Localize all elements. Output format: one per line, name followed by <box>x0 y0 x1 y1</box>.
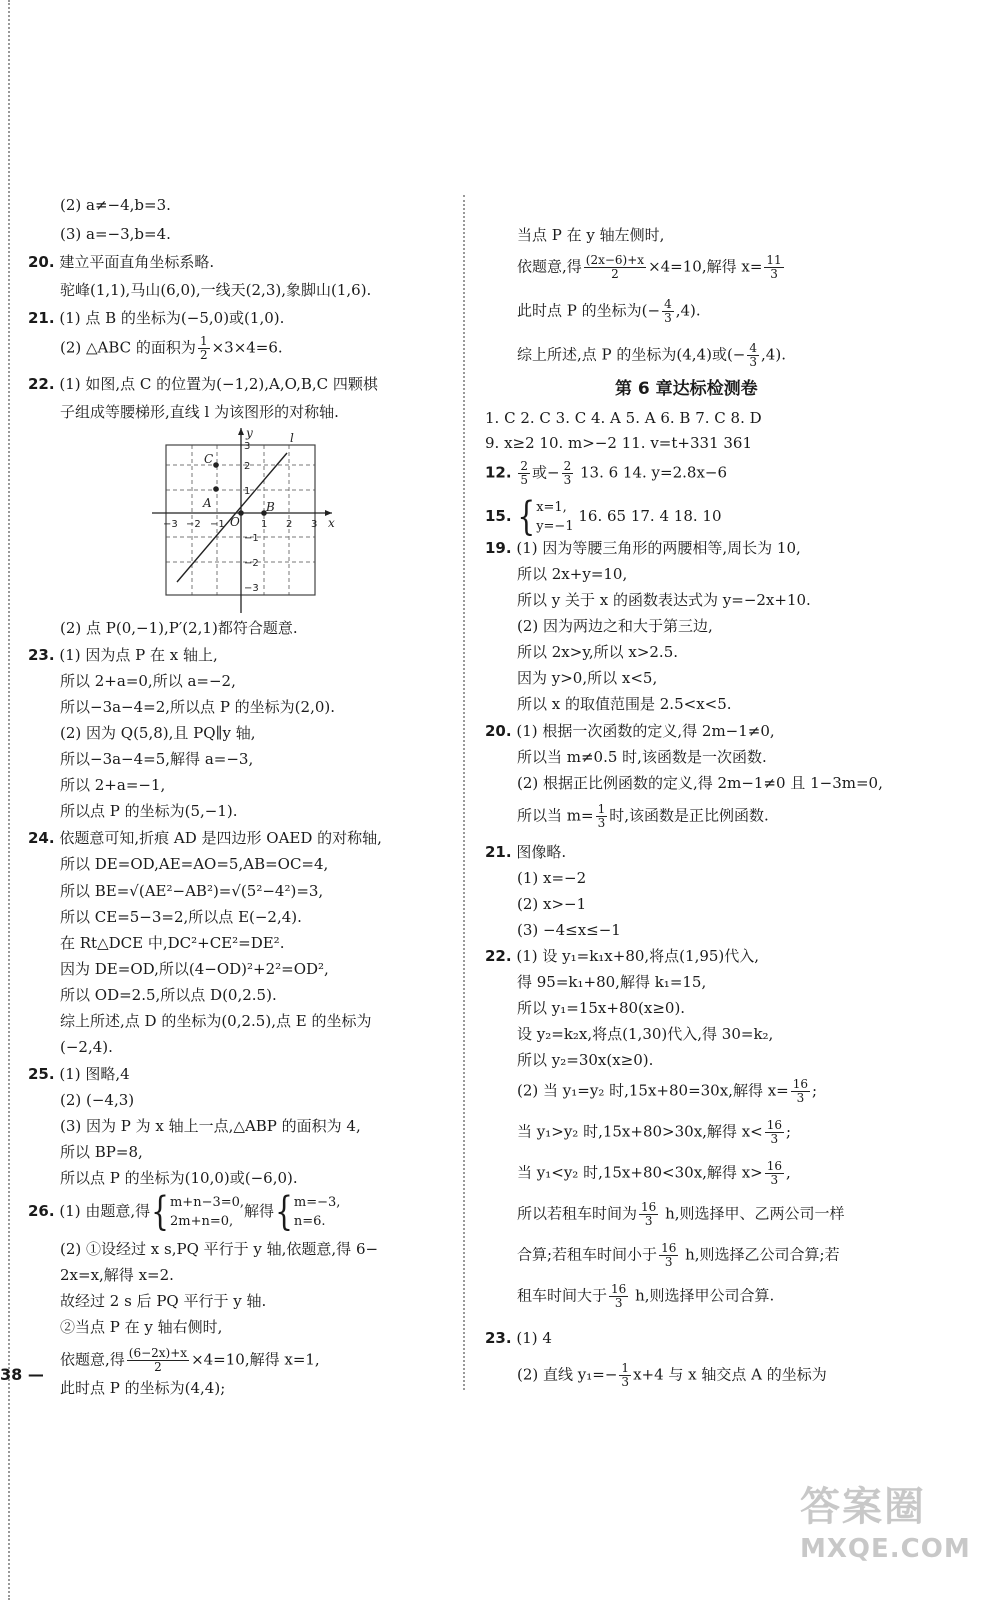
text: ,4). <box>761 345 786 364</box>
numerator: 16 <box>792 1077 809 1091</box>
text: ; <box>786 1122 792 1141</box>
text: ; <box>812 1081 818 1100</box>
line: (1) 因为点 P 在 x 轴上, <box>59 646 218 664</box>
line: 所以 BP=8, <box>60 1143 143 1161</box>
denominator: 3 <box>597 816 606 830</box>
line: (1) 图略,4 <box>59 1065 130 1083</box>
question-number: 22. <box>28 375 55 393</box>
line: 图像略. <box>516 843 567 861</box>
question-20 <box>28 252 214 273</box>
equation-system <box>536 498 573 536</box>
point-a-label: A <box>203 496 212 510</box>
question-22 <box>485 946 759 967</box>
x-tick-label: 3 <box>311 519 318 530</box>
numerator: 11 <box>766 253 782 267</box>
text: ,4). <box>675 301 701 320</box>
equation-system <box>170 1193 244 1231</box>
fraction <box>619 1362 631 1389</box>
line: 设 y₂=k₂x,将点(1,30)代入,得 30=k₂, <box>517 1025 774 1043</box>
fraction <box>764 254 783 281</box>
question-23 <box>485 1328 552 1349</box>
line <box>517 1160 791 1187</box>
text: 16. 65 17. 4 18. 10 <box>573 507 722 525</box>
line: (1) 因为等腰三角形的两腰相等,周长为 10, <box>516 539 801 557</box>
question-23 <box>28 645 218 666</box>
question-number: 19. <box>485 539 512 557</box>
question-number: 21. <box>485 843 512 861</box>
numerator: 16 <box>766 1118 783 1132</box>
text: 13. 6 14. y=2.8x−6 <box>575 463 728 482</box>
fraction <box>518 460 530 487</box>
fraction <box>596 803 608 830</box>
line: (1) 点 B 的坐标为(−5,0)或(1,0). <box>59 309 285 327</box>
numerator: 16 <box>641 1200 657 1214</box>
solution-system <box>294 1193 341 1231</box>
watermark <box>800 1475 990 1595</box>
point-c-label: C <box>204 452 214 466</box>
question-number: 20. <box>485 722 512 740</box>
fraction <box>127 1347 189 1374</box>
text: 租车时间大于 <box>517 1286 608 1305</box>
page-dash: — <box>27 1365 44 1384</box>
text: ×3×4=6. <box>211 338 283 357</box>
line <box>517 1078 817 1105</box>
fraction <box>562 460 574 487</box>
fraction <box>662 298 674 325</box>
line: 建立平面直角坐标系略. <box>59 253 215 271</box>
line: (−2,4). <box>60 1038 113 1056</box>
fraction <box>198 335 210 362</box>
line: 综上所述,点 D 的坐标为(0,2.5),点 E 的坐标为 <box>60 1012 372 1030</box>
line: 所以点 P 的坐标为(10,0)或(−6,0). <box>60 1169 298 1187</box>
line: 所以 CE=5−3=2,所以点 E(−2,4). <box>60 908 302 926</box>
x-axis-label: x <box>328 516 335 530</box>
page-number <box>0 1365 44 1384</box>
denominator: 5 <box>520 473 528 487</box>
line: 在 Rt△DCE 中,DC²+CE²=DE². <box>60 934 285 952</box>
line: 因为 y>0,所以 x<5, <box>517 669 658 687</box>
line: (2) 点 P(0,−1),P′(2,1)都符合题意. <box>60 619 298 637</box>
line <box>517 342 786 369</box>
text: 依题意,得 <box>517 257 582 276</box>
line: (2) 因为 Q(5,8),且 PQ∥y 轴, <box>60 724 256 742</box>
answers-row: 9. x≥2 10. m>−2 11. v=t+331 361 <box>485 434 753 452</box>
section-title: 第 6 章达标检测卷 <box>615 379 758 399</box>
text: 或− <box>532 463 560 482</box>
line-label: l <box>290 431 294 445</box>
point-a <box>213 486 219 492</box>
denominator: 3 <box>770 1132 779 1146</box>
denominator: 3 <box>563 473 572 487</box>
brace: { <box>517 493 536 540</box>
numerator: (6−2x)+x <box>128 1346 188 1360</box>
line: 所以点 P 的坐标为(5,−1). <box>60 802 238 820</box>
text: 当 y₁>y₂ 时,15x+80>30x,解得 x< <box>517 1122 763 1141</box>
line: 所以 2+a=−1, <box>60 776 166 794</box>
y-tick-label: −2 <box>244 558 259 569</box>
line: (2) x>−1 <box>517 895 587 913</box>
text: 时,该函数是正比例函数. <box>609 806 769 825</box>
text: 此时点 P 的坐标为(− <box>517 301 661 320</box>
fraction <box>791 1078 810 1105</box>
denominator: 2 <box>611 267 619 281</box>
line: 驼峰(1,1),马山(6,0),一线天(2,3),象脚山(1,6). <box>60 281 372 299</box>
equation: x=1, <box>536 500 567 515</box>
text: 所以若租车时间为 <box>517 1204 638 1223</box>
denominator: 3 <box>770 1173 779 1187</box>
line: 所以 x 的取值范围是 2.5<x<5. <box>517 695 732 713</box>
denominator: 3 <box>770 267 778 281</box>
question-number: 25. <box>28 1065 55 1083</box>
equation: m+n−3=0, <box>169 1195 245 1210</box>
question-number: 12. <box>485 463 512 482</box>
text: 所以当 m= <box>517 806 594 825</box>
line: (2) (−4,3) <box>60 1091 135 1109</box>
line: (1) 如图,点 C 的位置为(−1,2),A,O,B,C 四颗棋 <box>59 375 378 393</box>
text: 依题意,得 <box>60 1350 125 1369</box>
text: 解得 <box>244 1202 275 1220</box>
answers-row: 1. C 2. C 3. C 4. A 5. A 6. B 7. C 8. D <box>485 409 762 427</box>
line: 所以 y₁=15x+80(x≥0). <box>517 999 686 1017</box>
line: 所以 BE=√(AE²−AB²)=√(5²−4²)=3, <box>60 882 324 900</box>
line: (1) x=−2 <box>517 869 587 887</box>
line: 子组成等腰梯形,直线 l 为该图形的对称轴. <box>60 403 339 421</box>
line: (3) −4≤x≤−1 <box>517 921 621 939</box>
denominator: 3 <box>796 1091 805 1105</box>
line: (2) ①设经过 x s,PQ 平行于 y 轴,依题意,得 6− <box>60 1240 379 1258</box>
question-21 <box>485 842 566 863</box>
question-number: 23. <box>28 646 55 664</box>
line <box>60 335 283 362</box>
line <box>517 1242 840 1269</box>
fraction <box>765 1160 784 1187</box>
text: (2) △ABC 的面积为 <box>60 338 196 357</box>
line: (3) a=−3,b=4. <box>60 225 171 243</box>
denominator: 3 <box>664 1255 673 1269</box>
question-24 <box>28 828 382 849</box>
numerator: (2x−6)+x <box>585 253 645 267</box>
fraction <box>639 1201 658 1228</box>
question-20 <box>485 721 775 742</box>
question-number: 24. <box>28 829 55 847</box>
numerator: 16 <box>661 1241 677 1255</box>
line: 所以 y 关于 x 的函数表达式为 y=−2x+10. <box>517 591 811 609</box>
line: 故经过 2 s 后 PQ 平行于 y 轴. <box>60 1292 267 1310</box>
y-tick-label: 2 <box>244 461 251 472</box>
question-number: 15. <box>485 507 512 525</box>
line: (2) a≠−4,b=3. <box>60 196 171 214</box>
numerator: 2 <box>520 459 528 473</box>
question-19 <box>485 538 801 559</box>
denominator: 3 <box>644 1214 653 1228</box>
line: 所以 2x+y=10, <box>517 565 628 583</box>
numerator: 1 <box>199 334 208 348</box>
line: 得 95=k₁+80,解得 k₁=15, <box>517 973 707 991</box>
y-tick-label: −3 <box>244 583 259 594</box>
line: 所以 DE=OD,AE=AO=5,AB=OC=4, <box>60 855 329 873</box>
answers-row <box>485 493 722 540</box>
question-number: 21. <box>28 309 55 327</box>
text: (2) 直线 y₁=− <box>517 1365 618 1384</box>
numerator: 16 <box>611 1282 627 1296</box>
fraction <box>609 1283 628 1310</box>
text: (2) 当 y₁=y₂ 时,15x+80=30x,解得 x= <box>517 1081 789 1100</box>
line <box>517 1119 791 1146</box>
text: 合算;若租车时间小于 <box>517 1245 658 1264</box>
text: ×4=10,解得 x=1, <box>191 1350 320 1369</box>
equation: n=6. <box>293 1214 326 1229</box>
question-26 <box>28 1188 341 1235</box>
numerator: 4 <box>664 297 672 311</box>
numerator: 4 <box>749 341 758 355</box>
fraction <box>584 254 646 281</box>
page-number-text: 38 <box>0 1365 23 1384</box>
text: x+4 与 x 轴交点 A 的坐标为 <box>633 1365 827 1384</box>
equation: m=−3, <box>293 1195 341 1210</box>
denominator: 2 <box>154 1360 162 1374</box>
y-tick-label: −1 <box>244 533 259 544</box>
point-o-label: O <box>230 515 240 529</box>
line: (2) 因为两边之和大于第三边, <box>517 617 713 635</box>
question-25 <box>28 1064 130 1085</box>
text: , <box>786 1163 791 1182</box>
text: ×4=10,解得 x= <box>648 257 763 276</box>
text: h,则选择甲、乙两公司一样 <box>660 1204 845 1223</box>
watermark-url: MXQE.COM <box>800 1534 971 1564</box>
left-margin-dots <box>8 0 10 1600</box>
question-number: 20. <box>28 253 55 271</box>
line: 所以当 m≠0.5 时,该函数是一次函数. <box>517 748 767 766</box>
line: (3) 因为 P 为 x 轴上一点,△ABP 的面积为 4, <box>60 1117 361 1135</box>
line <box>517 1283 774 1310</box>
line: ②当点 P 在 y 轴右侧时, <box>60 1318 223 1336</box>
denominator: 3 <box>614 1296 623 1310</box>
numerator: 16 <box>766 1159 783 1173</box>
text: (1) 由题意,得 <box>59 1202 151 1220</box>
x-tick-label: 2 <box>286 519 293 530</box>
watermark-logo-text: 答案圈 <box>800 1484 926 1530</box>
line <box>517 298 701 325</box>
x-tick-label: −2 <box>186 519 201 530</box>
column-divider <box>463 195 465 1390</box>
line: 当点 P 在 y 轴左侧时, <box>517 226 665 244</box>
answers-row <box>485 460 727 487</box>
fraction <box>659 1242 678 1269</box>
line <box>517 1201 845 1228</box>
equation: y=−1 <box>536 519 574 534</box>
x-tick-label: 1 <box>261 519 268 530</box>
line: 2x=x,解得 x=2. <box>60 1266 174 1284</box>
denominator: 2 <box>199 348 208 362</box>
line: 所以−3a−4=5,解得 a=−3, <box>60 750 254 768</box>
y-tick-label: 3 <box>244 441 251 452</box>
numerator: 1 <box>621 1361 630 1375</box>
numerator: 1 <box>597 802 606 816</box>
question-21 <box>28 308 284 329</box>
denominator: 3 <box>664 311 672 325</box>
question-22 <box>28 374 378 395</box>
brace: { <box>151 1188 169 1235</box>
coordinate-graph <box>152 425 342 615</box>
denominator: 3 <box>749 355 758 369</box>
question-number: 23. <box>485 1329 512 1347</box>
line <box>517 803 769 830</box>
line: (1) 4 <box>516 1329 552 1347</box>
line: 所以 2+a=0,所以 a=−2, <box>60 672 236 690</box>
numerator: 2 <box>563 459 572 473</box>
x-tick-label: −1 <box>210 519 225 530</box>
x-tick-label: −3 <box>163 519 178 530</box>
fraction <box>765 1119 784 1146</box>
line: (1) 设 y₁=k₁x+80,将点(1,95)代入, <box>516 947 760 965</box>
line: 所以 y₂=30x(x≥0). <box>517 1051 654 1069</box>
line: 所以 2x>y,所以 x>2.5. <box>517 643 679 661</box>
line <box>517 1362 827 1389</box>
line <box>517 254 786 281</box>
line: 因为 DE=OD,所以(4−OD)²+2²=OD², <box>60 960 329 978</box>
question-number: 22. <box>485 947 512 965</box>
fraction <box>747 342 759 369</box>
brace: { <box>275 1188 293 1235</box>
point-c <box>213 462 219 468</box>
denominator: 3 <box>621 1375 630 1389</box>
line: 所以−3a−4=2,所以点 P 的坐标为(2,0). <box>60 698 336 716</box>
line: 依题意可知,折痕 AD 是四边形 OAED 的对称轴, <box>59 829 382 847</box>
line: 所以 OD=2.5,所以点 D(0,2.5). <box>60 986 277 1004</box>
line <box>60 1347 320 1374</box>
text: 当 y₁<y₂ 时,15x+80<30x,解得 x> <box>517 1163 763 1182</box>
line: 此时点 P 的坐标为(4,4); <box>60 1379 226 1397</box>
question-number: 26. <box>28 1202 55 1220</box>
text: h,则选择甲公司合算. <box>630 1286 775 1305</box>
point-b-label: B <box>266 500 275 514</box>
text: 综上所述,点 P 的坐标为(4,4)或(− <box>517 345 746 364</box>
y-axis-label: y <box>246 426 253 440</box>
text: h,则选择乙公司合算;若 <box>680 1245 840 1264</box>
line: (1) 根据一次函数的定义,得 2m−1≠0, <box>516 722 775 740</box>
y-axis-arrow <box>238 428 244 435</box>
equation: 2m+n=0, <box>169 1214 234 1229</box>
line: (2) 根据正比例函数的定义,得 2m−1≠0 且 1−3m=0, <box>517 774 883 792</box>
y-tick-label: 1 <box>244 486 251 497</box>
